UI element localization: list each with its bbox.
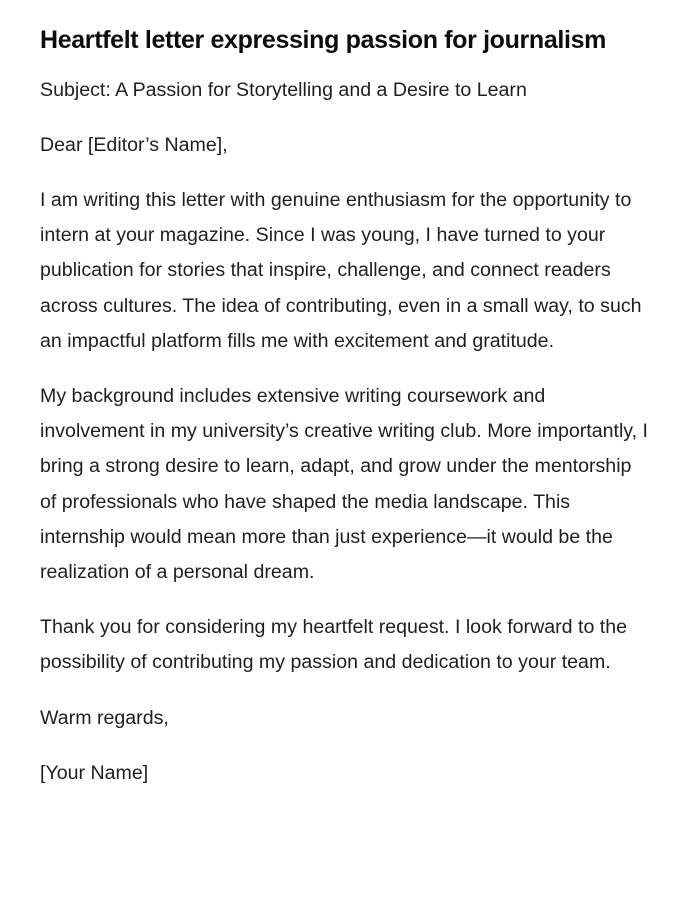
subject-line: Subject: A Passion for Storytelling and a Desire to Learn (40, 79, 527, 101)
page-title: Heartfelt letter expressing passion for journalism (40, 26, 606, 54)
body-paragraph-intro: I am writing this letter with genuine enthusiasm for the opportunity to intern at your magazine. Since I was young, I have turned to your publication for stories that inspire, challenge, and connect readers across cultures. The idea of contributing, even in a small way, to such an impactful platform fills me with excitement and gratitude. (40, 189, 642, 352)
closing: Warm regards, (40, 706, 169, 729)
signature: [Your Name] (40, 761, 149, 784)
body-paragraph-background: My background includes extensive writing coursework and involvement in my university’s creative writing club. More importantly, I bring a strong desire to learn, adapt, and grow under the mentorship of professionals who have shaped the media landscape. This internship would mean more than just experience—it would be the realization of a personal dream. (40, 385, 648, 584)
letter-body (40, 73, 650, 791)
salutation: Dear [Editor’s Name], (40, 134, 228, 156)
letter-page (40, 22, 650, 811)
body-paragraph-thanks: Thank you for considering my heartfelt request. I look forward to the possibility of contributing my passion and dedication to your team. (40, 616, 628, 674)
